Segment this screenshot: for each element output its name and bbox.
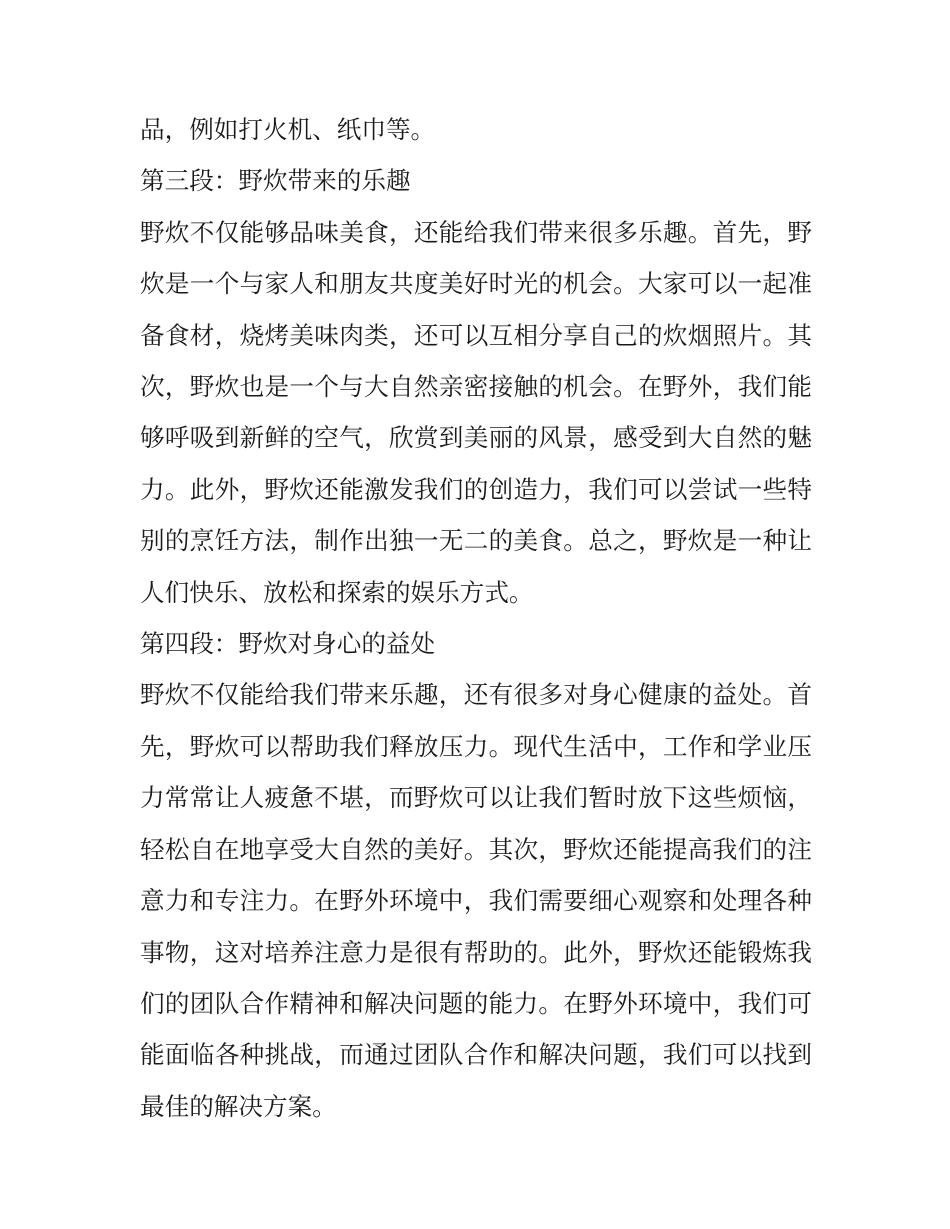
section-3-heading: 第三段：野炊带来的乐趣	[140, 166, 411, 196]
continuation-paragraph: 品，例如打火机、纸巾等。	[140, 115, 436, 144]
document-body	[140, 104, 812, 1132]
section-4-paragraph: 野炊不仅能给我们带来乐趣，还有很多对身心健康的益处。首先，野炊可以帮助我们释放压力。现代生活中，工作和学业压力常常让人疲惫不堪，而野炊可以让我们暂时放下这些烦恼，轻松自在地享受大自然的美好。其次，野炊还能提高我们的注意力和专注力。在野外环境中，我们需要细心观察和处理各种事物，这对培养注意力是很有帮助的。此外，野炊还能锻炼我们的团队合作精神和解决问题的能力。在野外环境中，我们可能面临各种挑战，而通过团队合作和解决问题，我们可以找到最佳的解决方案。	[140, 680, 812, 1121]
section-3-paragraph: 野炊不仅能够品味美食，还能给我们带来很多乐趣。首先，野炊是一个与家人和朋友共度美好时光的机会。大家可以一起准备食材，烧烤美味肉类，还可以互相分享自己的炊烟照片。其次，野炊也是一个与大自然亲密接触的机会。在野外，我们能够呼吸到新鲜的空气，欣赏到美丽的风景，感受到大自然的魅力。此外，野炊还能激发我们的创造力，我们可以尝试一些特别的烹饪方法，制作出独一无二的美食。总之，野炊是一种让人们快乐、放松和探索的娱乐方式。	[140, 217, 812, 607]
section-4-heading: 第四段：野炊对身心的益处	[140, 629, 436, 659]
